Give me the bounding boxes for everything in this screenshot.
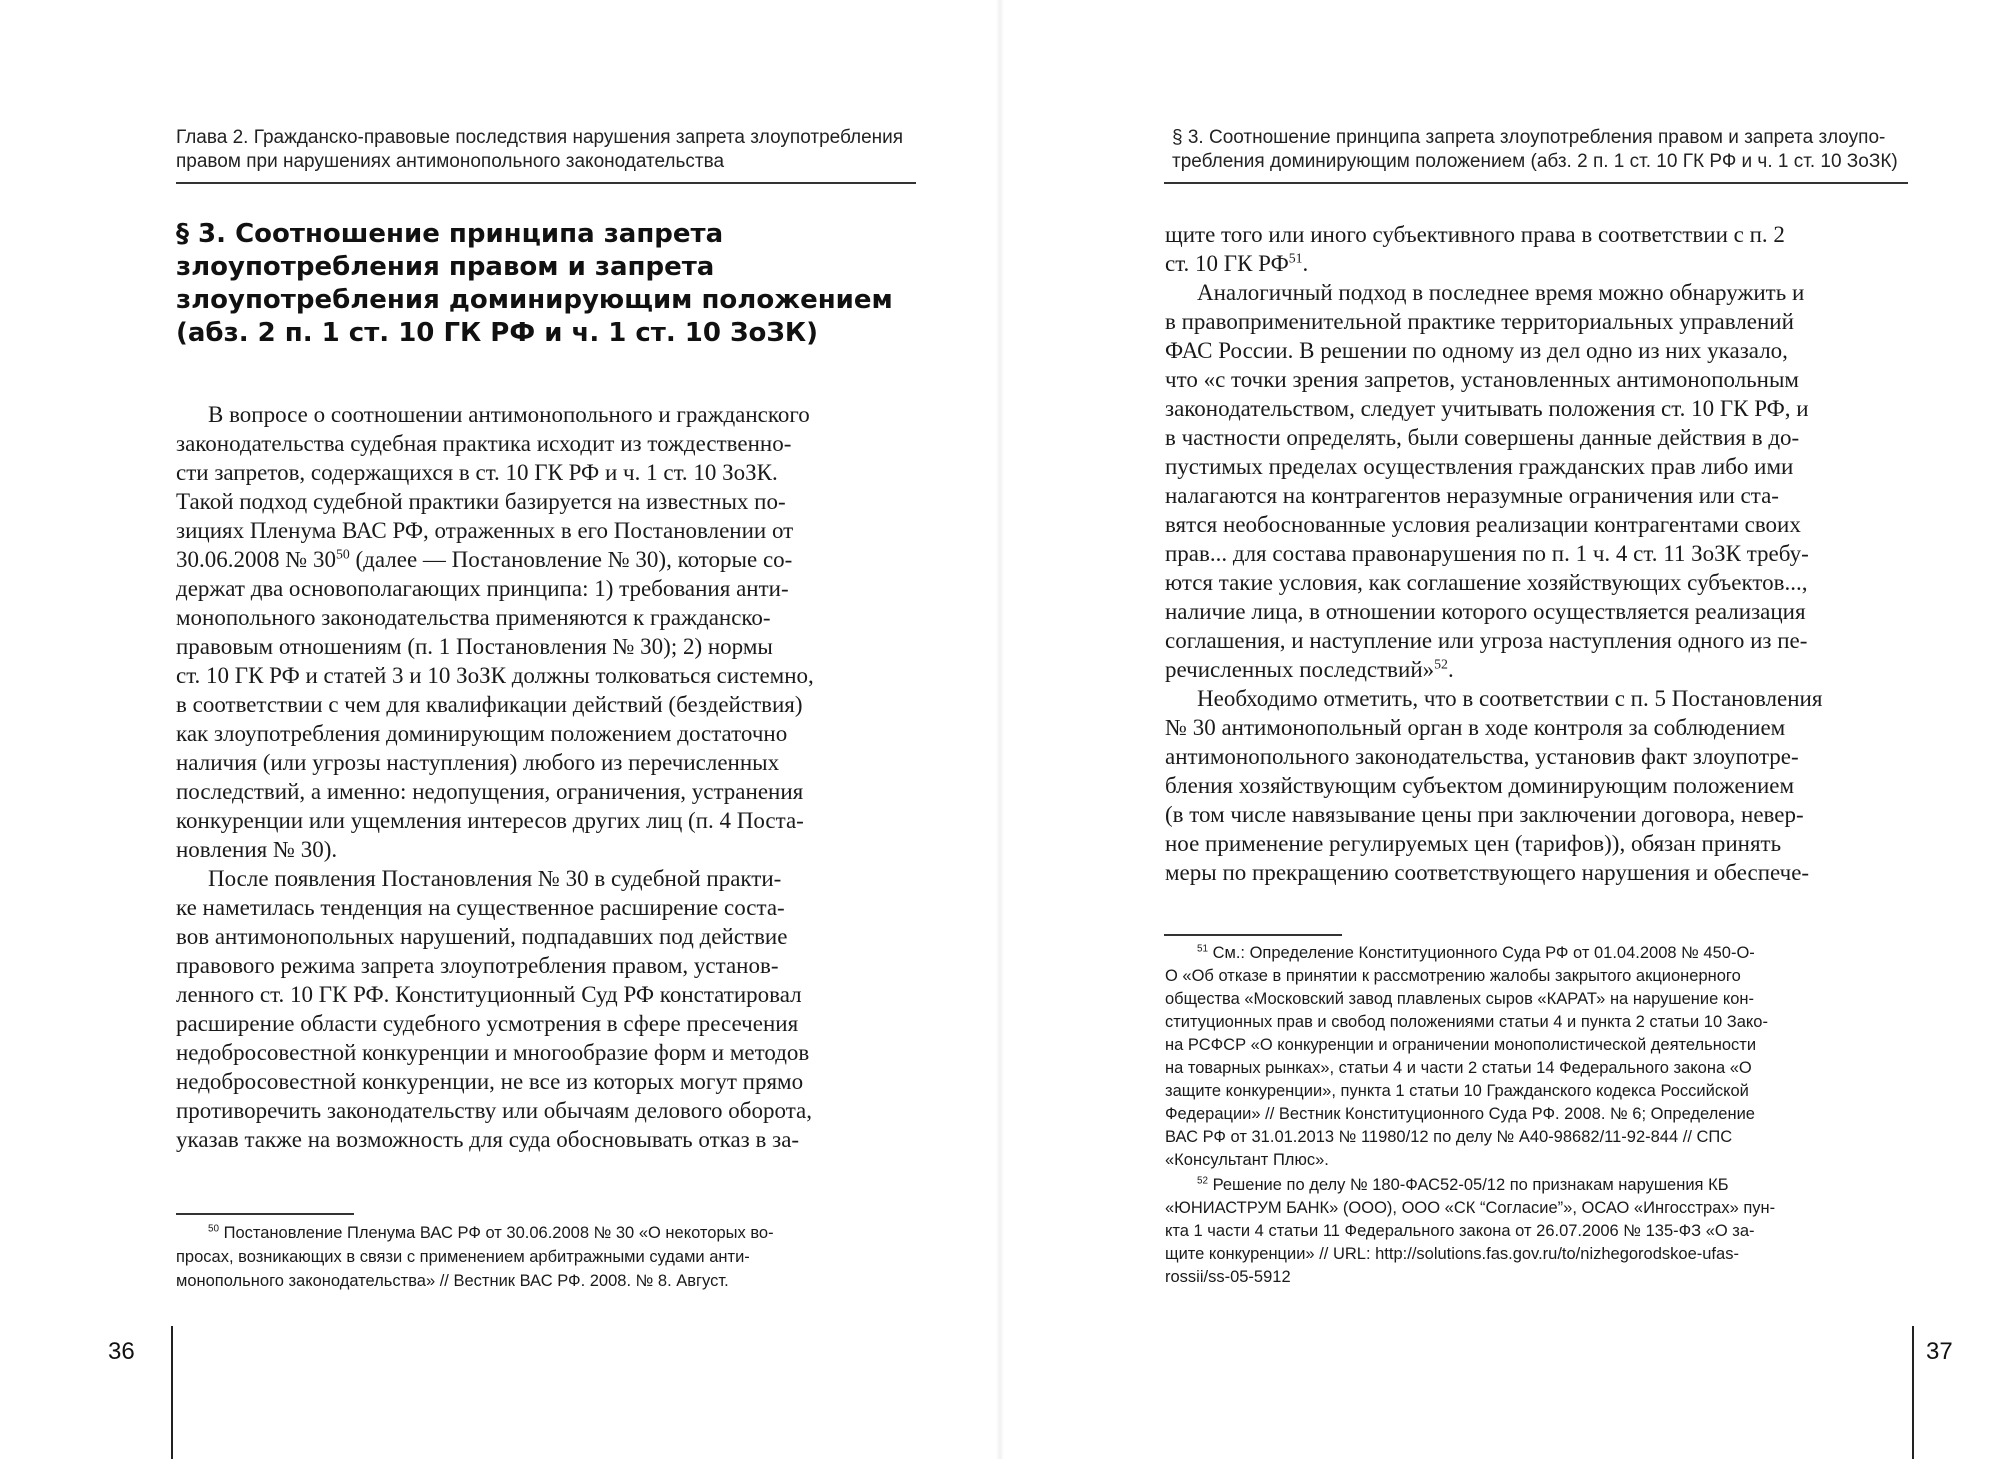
footnote-rule	[1164, 934, 1342, 936]
footnote-ref: 52	[1434, 656, 1448, 672]
footnote-line: общества «Московский завод плавленых сыров «КАРАТ» на нарушение кон-	[1165, 990, 1755, 1008]
text-line: держат два основополагающих принципа: 1) требования анти-	[176, 576, 789, 601]
text-fragment: 30.06.2008 № 30	[176, 547, 336, 572]
text-line: правового режима запрета злоупотребления правом, установ-	[176, 953, 779, 978]
text-line: ФАС России. В решении по одному из дел одно из них указало,	[1165, 338, 1788, 363]
text-line: зициях Пленума ВАС РФ, отраженных в его Постановлении от	[176, 518, 794, 543]
footnote-line: rossii/ss-05-5912	[1165, 1268, 1291, 1286]
text-line: законодательства судебная практика исходит из тождественно-	[176, 431, 792, 456]
footnote-line: О «Об отказе в принятии к рассмотрению жалобы закрытого акционерного	[1165, 967, 1741, 985]
text-line: ке наметилась тенденция на существенное расширение соста-	[176, 895, 785, 920]
text-line: недобросовестной конкуренции, не все из которых могут прямо	[176, 1069, 804, 1094]
footnote-number: 52	[1197, 1175, 1208, 1187]
text-line: ст. 10 ГК РФ и статей 3 и 10 ЗоЗК должны толковаться системно,	[176, 663, 814, 688]
text-line: монопольного законодательства применяются к гражданско-	[176, 605, 771, 630]
text-line: № 30 антимонопольный орган в ходе контроля за соблюдением	[1165, 715, 1786, 740]
footnote-line: «ЮНИАСТРУМ БАНК» (ООО), ООО «СК “Согласие”», ОСАО «Ингосстрах» пун-	[1165, 1199, 1776, 1217]
text-fragment: речисленных последствий»	[1165, 657, 1435, 682]
header-rule	[1164, 182, 1908, 184]
text-line: меры по прекращению соответствующего нарушения и обеспече-	[1165, 860, 1810, 885]
footnote-line: ВАС РФ от 31.01.2013 № 11980/12 по делу № А40-98682/11-92-844 // СПС	[1165, 1128, 1733, 1146]
footnote-line: щите конкуренции» // URL: http://solutions.fas.gov.ru/to/nizhegorodskoe-ufas-	[1165, 1245, 1739, 1263]
text-line: что «с точки зрения запретов, установленных антимонопольным	[1165, 367, 1799, 392]
text-line: как злоупотребления доминирующим положением достаточно	[176, 721, 788, 746]
right-page	[1000, 0, 2000, 1459]
section-title-line: (абз. 2 п. 1 ст. 10 ГК РФ и ч. 1 ст. 10 ЗоЗК)	[176, 318, 818, 348]
text-line: Необходимо отметить, что в соответствии с п. 5 Постановления	[1197, 686, 1823, 711]
text-line: После появления Постановления № 30 в судебной практи-	[208, 866, 782, 891]
text-line: в правоприменительной практике территориальных управлений	[1165, 309, 1794, 334]
footnote-number: 50	[208, 1223, 219, 1235]
footnote-ref: 50	[335, 546, 350, 562]
text-fragment: Постановление Пленума ВАС РФ от 30.06.2008 № 30 «О некоторых во-	[223, 1224, 774, 1242]
text-line: правовым отношениям (п. 1 Постановления № 30); 2) нормы	[176, 634, 773, 659]
running-head-line: § 3. Соотношение принципа запрета злоупотребления правом и запрета злоупо-	[1172, 127, 1886, 148]
running-head-line: требления доминирующим положением (абз. 2 п. 1 ст. 10 ГК РФ и ч. 1 ст. 10 ЗоЗК)	[1172, 151, 1898, 172]
footnote-line	[1197, 1176, 1729, 1195]
footnote-line: монопольного законодательства» // Вестник ВАС РФ. 2008. № 8. Август.	[176, 1272, 729, 1290]
text-line: (в том числе навязывание цены при заключении договора, невер-	[1165, 802, 1804, 827]
footnote-ref: 51	[1288, 250, 1303, 266]
text-line: указав также на возможность для суда обосновывать отказ в за-	[176, 1127, 800, 1152]
text-line: вов антимонопольных нарушений, подпадавших под действие	[176, 924, 788, 949]
text-line: щите того или иного субъективного права в соответствии с п. 2	[1165, 222, 1785, 247]
text-fragment: .	[1302, 251, 1309, 276]
page-number: 37	[1926, 1338, 1953, 1365]
running-head-line: правом при нарушениях антимонопольного законодательства	[176, 151, 725, 172]
text-line	[176, 547, 792, 573]
page-edge-bar	[1912, 1326, 1914, 1459]
text-line: ленного ст. 10 ГК РФ. Конституционный Суд РФ констатировал	[176, 982, 802, 1007]
running-head	[176, 126, 903, 174]
text-line: последствий, а именно: недопущения, ограничения, устранения	[176, 779, 804, 804]
text-line: ное применение регулируемых цен (тарифов)), обязан принять	[1165, 831, 1782, 856]
text-line: сти запретов, содержащихся в ст. 10 ГК РФ и ч. 1 ст. 10 ЗоЗК.	[176, 460, 778, 485]
text-line: прав... для состава правонарушения по п. 1 ч. 4 ст. 11 ЗоЗК требу-	[1165, 541, 1809, 566]
page-number: 36	[108, 1338, 135, 1365]
text-line: налагаются на контрагентов неразумные ограничения или ста-	[1165, 483, 1779, 508]
text-line: соглашения, и наступление или угроза наступления одного из пе-	[1165, 628, 1808, 653]
footnote-line: на товарных рынках», статьи 4 и части 2 статьи 14 Федерального закона «О	[1165, 1059, 1752, 1077]
text-line: бления хозяйствующим субъектом доминирующим положением	[1165, 773, 1795, 798]
footnote-line: кта 1 части 4 статьи 11 Федерального закона от 26.07.2006 № 135-ФЗ «О за-	[1165, 1222, 1755, 1240]
text-line: законодательством, следует учитывать положения ст. 10 ГК РФ, и	[1165, 396, 1809, 421]
footnote-line	[208, 1224, 774, 1243]
text-fragment: .	[1447, 657, 1454, 682]
footnote-rule	[176, 1213, 354, 1215]
text-line: антимонопольного законодательства, установив факт злоупотре-	[1165, 744, 1799, 769]
footnote-number: 51	[1197, 943, 1208, 955]
section-title-line: злоупотребления правом и запрета	[176, 252, 715, 282]
running-head-line: Глава 2. Гражданско-правовые последствия нарушения запрета злоупотребления	[176, 127, 904, 148]
text-line: наличия (или угрозы наступления) любого из перечисленных	[176, 750, 780, 775]
text-fragment: Решение по делу № 180-ФАС52-05/12 по признакам нарушения КБ	[1212, 1176, 1729, 1194]
page-edge-bar	[171, 1326, 173, 1459]
text-line: ются такие условия, как соглашение хозяйствующих субъектов...,	[1165, 570, 1808, 595]
section-title-line: § 3. Соотношение принципа запрета	[176, 219, 724, 249]
text-line: в соответствии с чем для квалификации действий (бездействия)	[176, 692, 803, 717]
text-line: пустимых пределах осуществления гражданских прав либо ими	[1165, 454, 1794, 479]
footnote-line	[1197, 944, 1755, 963]
text-line: В вопросе о соотношении антимонопольного и гражданского	[208, 402, 810, 427]
text-line: Аналогичный подход в последнее время можно обнаружить и	[1197, 280, 1805, 305]
text-line: противоречить законодательству или обычаям делового оборота,	[176, 1098, 812, 1123]
text-fragment: ст. 10 ГК РФ	[1165, 251, 1289, 276]
text-line: вятся необоснованные условия реализации контрагентами своих	[1165, 512, 1801, 537]
text-line: в частности определять, были совершены данные действия в до-	[1165, 425, 1800, 450]
running-head	[1172, 126, 1898, 174]
text-line	[1165, 251, 1308, 277]
text-line: наличие лица, в отношении которого осуществляется реализация	[1165, 599, 1806, 624]
footnote-line: ституционных прав и свобод положениями статьи 4 и пункта 2 статьи 10 Зако-	[1165, 1013, 1768, 1031]
footnote-line: защите конкуренции», пункта 1 статьи 10 Гражданского кодекса Российской	[1165, 1082, 1749, 1100]
footnote-line: просах, возникающих в связи с применением арбитражными судами анти-	[176, 1248, 750, 1266]
section-title	[176, 218, 893, 350]
section-title-line: злоупотребления доминирующим положением	[176, 285, 893, 315]
footnote-line: на РСФСР «О конкуренции и ограничении монополистической деятельности	[1165, 1036, 1757, 1054]
text-fragment: См.: Определение Конституционного Суда РФ от 01.04.2008 № 450-О-	[1212, 944, 1755, 962]
text-line: расширение области судебного усмотрения в сфере пресечения	[176, 1011, 799, 1036]
text-line: Такой подход судебной практики базируется на известных по-	[176, 489, 786, 514]
text-line: новления № 30).	[176, 837, 338, 862]
text-line: недобросовестной конкуренции и многообразие форм и методов	[176, 1040, 810, 1065]
text-line: конкуренции или ущемления интересов других лиц (п. 4 Поста-	[176, 808, 804, 833]
header-rule	[176, 182, 916, 184]
text-fragment: (далее — Постановление № 30), которые со-	[349, 547, 793, 572]
footnote-line: «Консультант Плюс».	[1165, 1151, 1329, 1169]
footnote-line: Федерации» // Вестник Конституционного Суда РФ. 2008. № 6; Определение	[1165, 1105, 1755, 1123]
text-line	[1165, 657, 1454, 683]
